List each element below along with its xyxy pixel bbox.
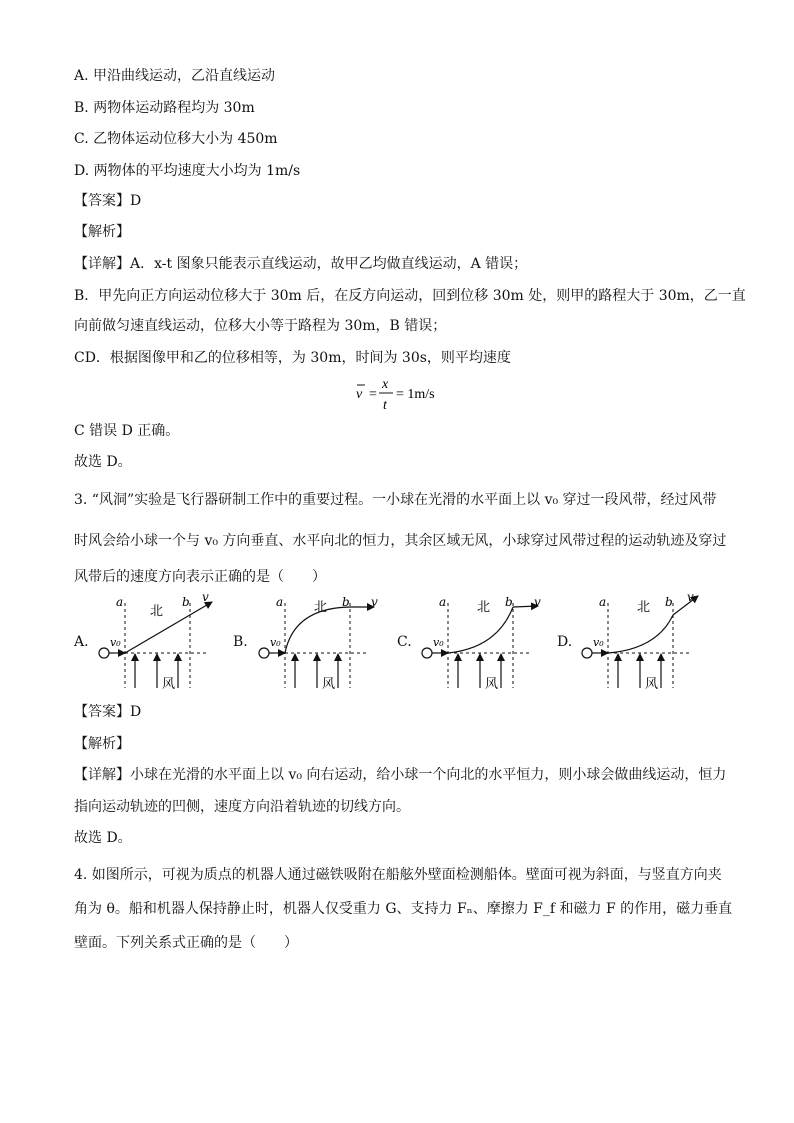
q4-line-3: 壁面。下列关系式正确的是（ ） [74, 935, 298, 951]
figure-a [94, 590, 224, 697]
label-b: b [342, 595, 350, 609]
label-a: a [599, 595, 607, 609]
analysis-label: 【解析】 [74, 224, 130, 240]
label-v0: v₀ [433, 636, 444, 649]
label-north: 北 [314, 600, 328, 615]
option-b: B. 两物体运动路程均为 30m [74, 100, 255, 116]
label-v: v [687, 590, 694, 604]
label-a: a [116, 595, 124, 609]
q3-line-2: 时风会给小球一个与 v₀ 方向垂直、水平向北的恒力，其余区域无风，小球穿过风带过程的运动轨迹及穿过 [74, 533, 727, 549]
formula-numerator: x [382, 377, 389, 392]
figure-label-a: A. [74, 634, 89, 650]
formula-lhs: v [356, 387, 363, 402]
conclusion-line-1: C 错误 D 正确。 [74, 423, 180, 439]
analysis-label-2: 【解析】 [74, 736, 130, 752]
figure-label-b: B. [233, 634, 248, 650]
label-a: a [439, 595, 447, 609]
detail-line-3: 向前做匀速直线运动，位移大小等于路程为 30m，B 错误； [74, 318, 447, 334]
option-a: A. 甲沿曲线运动，乙沿直线运动 [74, 68, 276, 84]
label-b: b [665, 595, 673, 609]
label-north: 北 [150, 604, 164, 619]
figure-b [254, 593, 384, 697]
label-b: b [182, 595, 190, 609]
label-wind: 风 [645, 677, 659, 692]
formula-rhs: = 1m/s [396, 387, 435, 402]
formula-denominator: t [383, 398, 387, 413]
q4-line-1: 4. 如图所示，可视为质点的机器人通过磁铁吸附在船舷外壁面检测船体。壁面可视为斜面，与竖直方向夹 [74, 867, 722, 883]
label-a: a [276, 595, 284, 609]
detail2-line-2: 指向运动轨迹的凹侧，速度方向沿着轨迹的切线方向。 [74, 799, 410, 815]
figure-label-c: C. [397, 634, 412, 650]
option-d: D. 两物体的平均速度大小均为 1m/s [74, 163, 301, 179]
q4-line-2: 角为 θ。船和机器人保持静止时，机器人仅受重力 G、支持力 Fₙ、摩擦力 F_f 和磁力 F 的作用，磁力垂直 [74, 901, 733, 917]
label-v: v [202, 590, 209, 604]
average-velocity-formula [355, 368, 445, 416]
label-wind: 风 [162, 677, 176, 692]
figure-c [417, 593, 547, 697]
label-b: b [505, 595, 513, 609]
label-v0: v₀ [593, 636, 604, 649]
label-v0: v₀ [110, 636, 121, 649]
detail2-line-3: 故选 D。 [74, 830, 132, 846]
label-v: v [371, 595, 378, 609]
label-north: 北 [477, 600, 491, 615]
label-north: 北 [637, 600, 651, 615]
svg-text:=: = [369, 387, 377, 402]
detail-line-4: CD．根据图像甲和乙的位移相等，为 30m，时间为 30s，则平均速度 [74, 350, 511, 366]
answer-label-2: 【答案】D [74, 704, 142, 720]
detail-line-2: B．甲先向正方向运动位移大于 30m 后，在反方向运动，回到位移 30m 处，则甲的路程大于 30m，乙一直 [74, 288, 746, 304]
label-wind: 风 [485, 677, 499, 692]
detail-line-1: 【详解】A．x-t 图象只能表示直线运动，故甲乙均做直线运动，A 错误； [74, 256, 528, 272]
q3-line-3: 风带后的速度方向表示正确的是（ ） [74, 569, 326, 585]
label-v0: v₀ [270, 636, 281, 649]
option-c: C. 乙物体运动位移大小为 450m [74, 131, 278, 147]
figure-label-d: D. [557, 634, 573, 650]
label-wind: 风 [322, 677, 336, 692]
label-v: v [534, 595, 541, 609]
q3-line-1: 3. “风洞”实验是飞行器研制工作中的重要过程。一小球在光滑的水平面上以 v₀ 穿过一段风带，经过风带 [74, 492, 717, 508]
detail2-line-1: 【详解】小球在光滑的水平面上以 v₀ 向右运动，给小球一个向北的水平恒力，则小球会做曲线运动，恒力 [74, 767, 727, 783]
figure-d [577, 590, 707, 697]
conclusion-line-2: 故选 D。 [74, 454, 132, 470]
answer-label: 【答案】D [74, 193, 142, 209]
